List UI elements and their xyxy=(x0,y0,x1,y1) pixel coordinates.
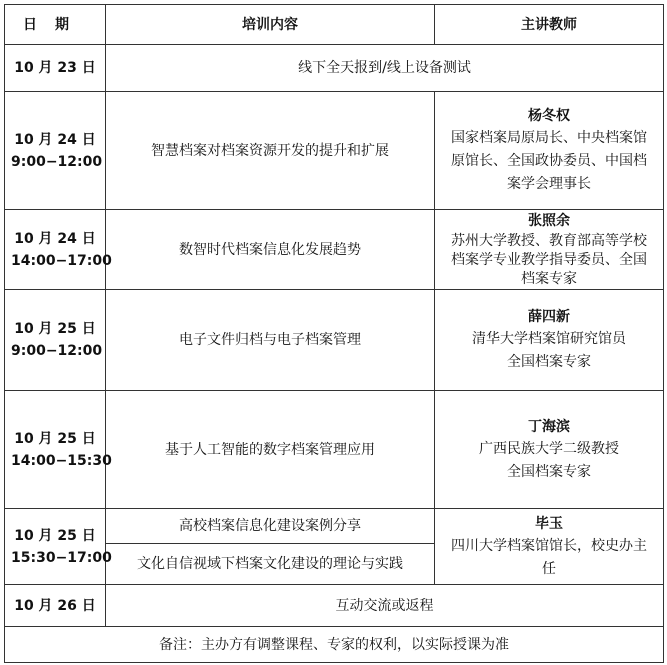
date-day: 10 月 23 日 xyxy=(14,60,96,76)
date-time: 9:00−12:00 xyxy=(11,153,103,170)
date-cell xyxy=(5,391,112,509)
date-day: 10 月 25 日 xyxy=(14,527,96,544)
content-cell: 数智时代档案信息化发展趋势 xyxy=(106,210,435,290)
teacher-desc: 四川大学档案馆馆长，校史办主 xyxy=(451,537,647,554)
date-cell xyxy=(5,585,106,627)
note-cell: 备注：主办方有调整课程、专家的权利，以实际授课为准 xyxy=(5,627,664,663)
header-row xyxy=(5,5,664,45)
header-content: 培训内容 xyxy=(106,5,435,45)
date-cell xyxy=(5,45,106,92)
date-day: 10 月 24 日 xyxy=(14,131,96,148)
teacher-desc: 档案学专业教学指导委员、全国 xyxy=(451,252,647,268)
date-time: 14:00−17:00 xyxy=(11,252,112,269)
teacher-cell xyxy=(435,290,664,391)
date-day: 10 月 25 日 xyxy=(14,321,96,337)
date-day: 10 月 24 日 xyxy=(14,230,96,247)
date-cell xyxy=(5,290,106,391)
content-cell: 文化自信视域下档案文化建设的理论与实践 xyxy=(106,544,435,585)
teacher-desc: 案学会理事长 xyxy=(507,176,591,192)
teacher-cell xyxy=(435,210,664,290)
table-row xyxy=(5,391,664,509)
teacher-desc: 清华大学档案馆研究馆员 xyxy=(472,331,626,347)
table-row xyxy=(5,45,664,92)
teacher-name: 薛四新 xyxy=(528,309,570,325)
date-day: 10 月 26 日 xyxy=(14,597,96,614)
merged-cell: 线下全天报到/线上设备测试 xyxy=(106,45,664,92)
table-row xyxy=(5,210,664,290)
header-teacher: 主讲教师 xyxy=(435,5,664,45)
teacher-cell xyxy=(435,92,664,210)
training-schedule-table xyxy=(4,4,664,663)
table-row xyxy=(5,585,664,627)
merged-cell: 互动交流或返程 xyxy=(106,585,664,627)
table-row xyxy=(5,509,664,544)
teacher-cell xyxy=(435,509,664,585)
date-time: 14:00−15:30 xyxy=(11,452,112,469)
teacher-desc: 广西民族大学二级教授 xyxy=(479,440,619,457)
teacher-desc: 全国档案专家 xyxy=(507,463,591,480)
teacher-desc: 档案专家 xyxy=(521,271,577,287)
date-cell xyxy=(5,210,112,290)
content-cell: 高校档案信息化建设案例分享 xyxy=(106,509,435,544)
date-cell xyxy=(5,509,112,585)
date-day: 10 月 25 日 xyxy=(14,430,96,447)
teacher-name: 杨冬权 xyxy=(528,108,570,124)
teacher-desc: 原馆长、全国政协委员、中国档 xyxy=(451,153,647,169)
content-cell: 电子文件归档与电子档案管理 xyxy=(106,290,435,391)
date-time: 15:30−17:00 xyxy=(11,549,112,566)
date-time: 9:00−12:00 xyxy=(11,343,103,359)
teacher-desc: 全国档案专家 xyxy=(507,354,591,370)
teacher-desc: 国家档案局原局长、中央档案馆 xyxy=(451,130,647,146)
content-cell: 基于人工智能的数字档案管理应用 xyxy=(106,391,435,509)
table-row xyxy=(5,290,664,391)
teacher-cell xyxy=(435,391,664,509)
note-row xyxy=(5,627,664,663)
teacher-name: 张照余 xyxy=(528,213,570,229)
date-cell xyxy=(5,92,106,210)
teacher-desc: 苏州大学教授、教育部高等学校 xyxy=(451,233,647,249)
header-date: 日期 xyxy=(5,5,106,45)
content-cell: 智慧档案对档案资源开发的提升和扩展 xyxy=(106,92,435,210)
teacher-desc: 任 xyxy=(542,560,556,577)
table-row xyxy=(5,92,664,210)
teacher-name: 毕玉 xyxy=(535,515,563,532)
teacher-name: 丁海滨 xyxy=(528,418,570,435)
